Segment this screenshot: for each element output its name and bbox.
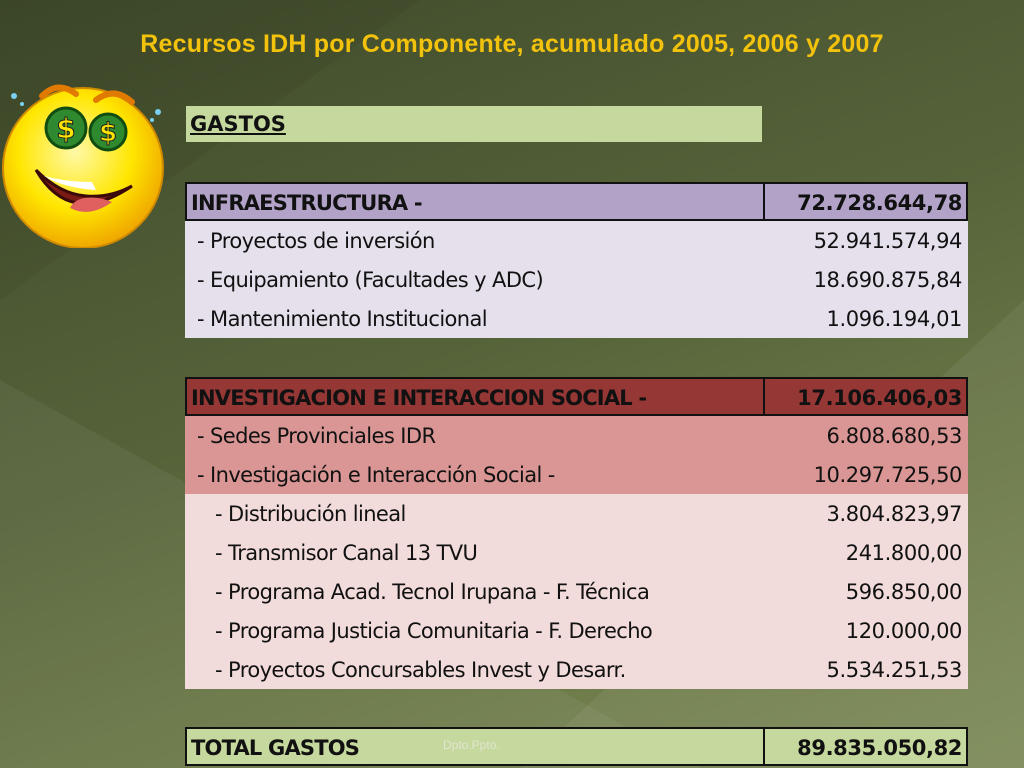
gastos-header [186,106,762,142]
table-row [185,221,968,260]
row-value: 241.800,00 [845,541,962,565]
row-label: - Proyectos Concursables Invest y Desarr. [215,658,626,682]
infraestructura-header-row [185,182,968,221]
investigacion-total: 17.106.406,03 [797,386,962,410]
row-value: 120.000,00 [845,619,962,643]
total-gastos-label: TOTAL GASTOS [191,736,360,760]
table-row [185,611,968,650]
infraestructura-total: 72.728.644,78 [797,191,962,215]
row-label: - Proyectos de inversión [197,229,435,253]
total-gastos-table [185,727,968,766]
table-row [185,494,968,533]
svg-text:$: $ [56,112,76,145]
page-title: Recursos IDH por Componente, acumulado 2005, 2006 y 2007 [140,30,884,58]
row-value: 3.804.823,97 [826,502,962,526]
table-row [185,455,968,494]
investigacion-header-row [185,377,968,416]
row-label: - Programa Justicia Comunitaria - F. Derecho [215,619,653,643]
row-label: - Distribución lineal [215,502,406,526]
infraestructura-label: INFRAESTRUCTURA - [191,191,422,215]
table-row [185,533,968,572]
table-row [185,650,968,689]
money-eyes-smiley-icon [0,78,170,248]
infraestructura-table [185,182,968,338]
footer-note: Dpto.Ppto. [443,738,500,752]
gastos-label: GASTOS [190,112,286,136]
row-value: 5.534.251,53 [826,658,962,682]
row-value: 52.941.574,94 [813,229,962,253]
table-row [185,260,968,299]
row-label: - Programa Acad. Tecnol Irupana - F. Técnica [215,580,650,604]
row-label: - Investigación e Interacción Social - [197,463,555,487]
table-row [185,299,968,338]
row-label: - Mantenimiento Institucional [197,307,488,331]
row-value: 10.297.725,50 [813,463,962,487]
total-gastos-value: 89.835.050,82 [797,736,962,760]
row-label: - Sedes Provinciales IDR [197,424,436,448]
row-value: 596.850,00 [845,580,962,604]
row-value: 6.808.680,53 [826,424,962,448]
total-gastos-row [185,727,968,766]
row-label: - Transmisor Canal 13 TVU [215,541,478,565]
investigacion-label: INVESTIGACION E INTERACCION SOCIAL - [191,386,647,410]
row-label: - Equipamiento (Facultades y ADC) [197,268,544,292]
row-value: 1.096.194,01 [826,307,962,331]
investigacion-table [185,377,968,689]
table-row [185,572,968,611]
svg-text:$: $ [98,118,118,148]
table-row [185,416,968,455]
row-value: 18.690.875,84 [813,268,962,292]
